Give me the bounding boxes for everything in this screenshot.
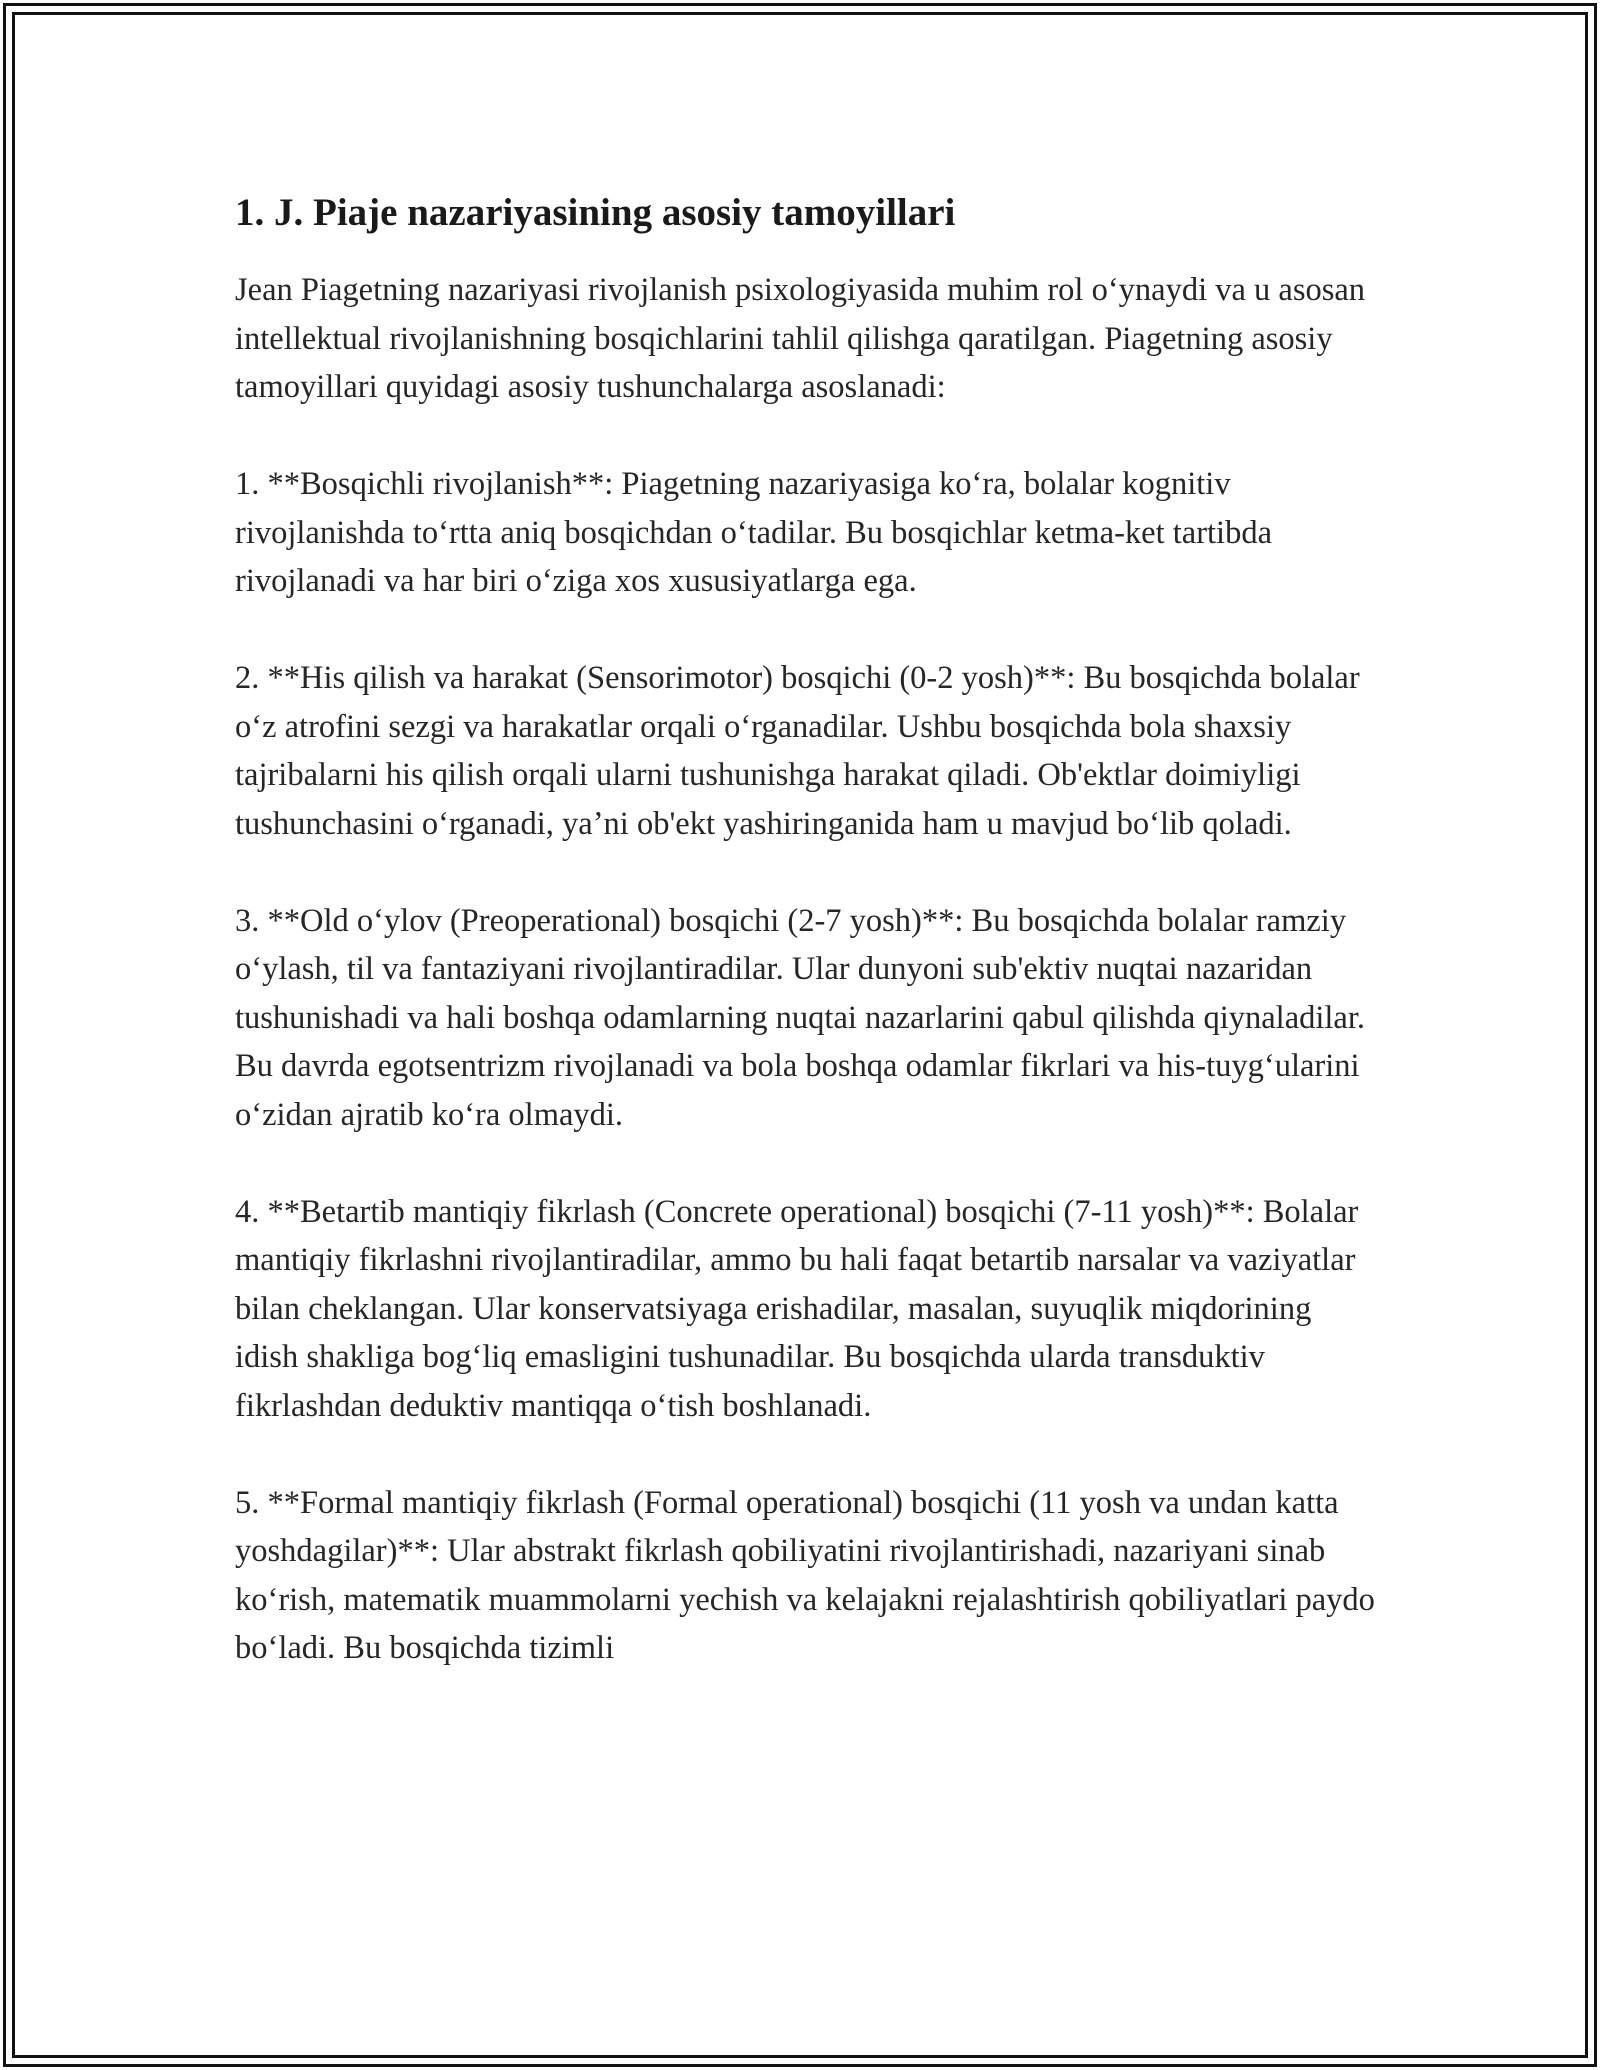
intro-paragraph: Jean Piagetning nazariyasi rivojlanish psixologiyasida muhim rol oʻynaydi va u asosan intellektual rivojlanishning bosqichlarini tahlil qilishga qaratilgan. Piagetning asosiy tamoyillari quyidagi asosiy tushunchalarga asoslanadi: <box>235 272 1366 405</box>
preoperational-paragraph: 3. **Old oʻylov (Preoperational) bosqichi (2-7 yosh)**: Bu bosqichda bolalar ramziy oʻylash, til va fantaziyani rivojlantiradilar. Ular dunyoni sub'ektiv nuqtai nazaridan tushunishadi va hali boshqa odamlarning nuqtai nazarlarini qabul qilishda qiynaladilar. Bu davrda egotsentrizm rivojlanadi va bola boshqa odamlar fikrlari va his-tuygʻularini oʻzidan ajratib koʻra olmaydi. <box>235 902 1366 1133</box>
concrete-operational-paragraph: 4. **Betartib mantiqiy fikrlash (Concrete operational) bosqichi (7-11 yosh)**: Bolalar mantiqiy fikrlashni rivojlantiradilar, ammo bu hali faqat betartib narsalar va vaziyatlar bilan cheklangan. Ular konservatsiyaga erishadilar, masalan, suyuqlik miqdorining idish shakliga bogʻliq emasligini tushunadilar. Bu bosqichda ularda transduktiv fikrlashdan deduktiv mantiqqa oʻtish boshlanadi. <box>235 1193 1359 1424</box>
document-title: 1. J. Piaje nazariyasining asosiy tamoyillari <box>235 191 956 234</box>
stage-overview-paragraph: 1. **Bosqichli rivojlanish**: Piagetning nazariyasiga koʻra, bolalar kognitiv rivojlanishda toʻrtta aniq bosqichdan oʻtadilar. Bu bosqichlar ketma-ket tartibda rivojlanadi va har biri oʻziga xos xususiyatlarga ega. <box>235 466 1273 599</box>
sensorimotor-paragraph: 2. **His qilish va harakat (Sensorimotor) bosqichi (0-2 yosh)**: Bu bosqichda bolalar oʻz atrofini sezgi va harakatlar orqali oʻrganadilar. Ushbu bosqichda bola shaxsiy tajribalarni his qilish orqali ularni tushunishga harakat qiladi. Ob'ektlar doimiyligi tushunchasini oʻrganadi, yaʼni ob'ekt yashiringanida ham u mavjud boʻlib qoladi. <box>235 660 1360 842</box>
document-body <box>235 188 1375 1721</box>
formal-operational-paragraph: 5. **Formal mantiqiy fikrlash (Formal operational) bosqichi (11 yosh va undan katta yoshdagilar)**: Ular abstrakt fikrlash qobiliyatini rivojlantirishadi, nazariyani sinab koʻrish, matematik muammolarni yechish va kelajakni rejalashtirish qobiliyatlari paydo boʻladi. Bu bosqichda tizimli <box>235 1484 1375 1666</box>
